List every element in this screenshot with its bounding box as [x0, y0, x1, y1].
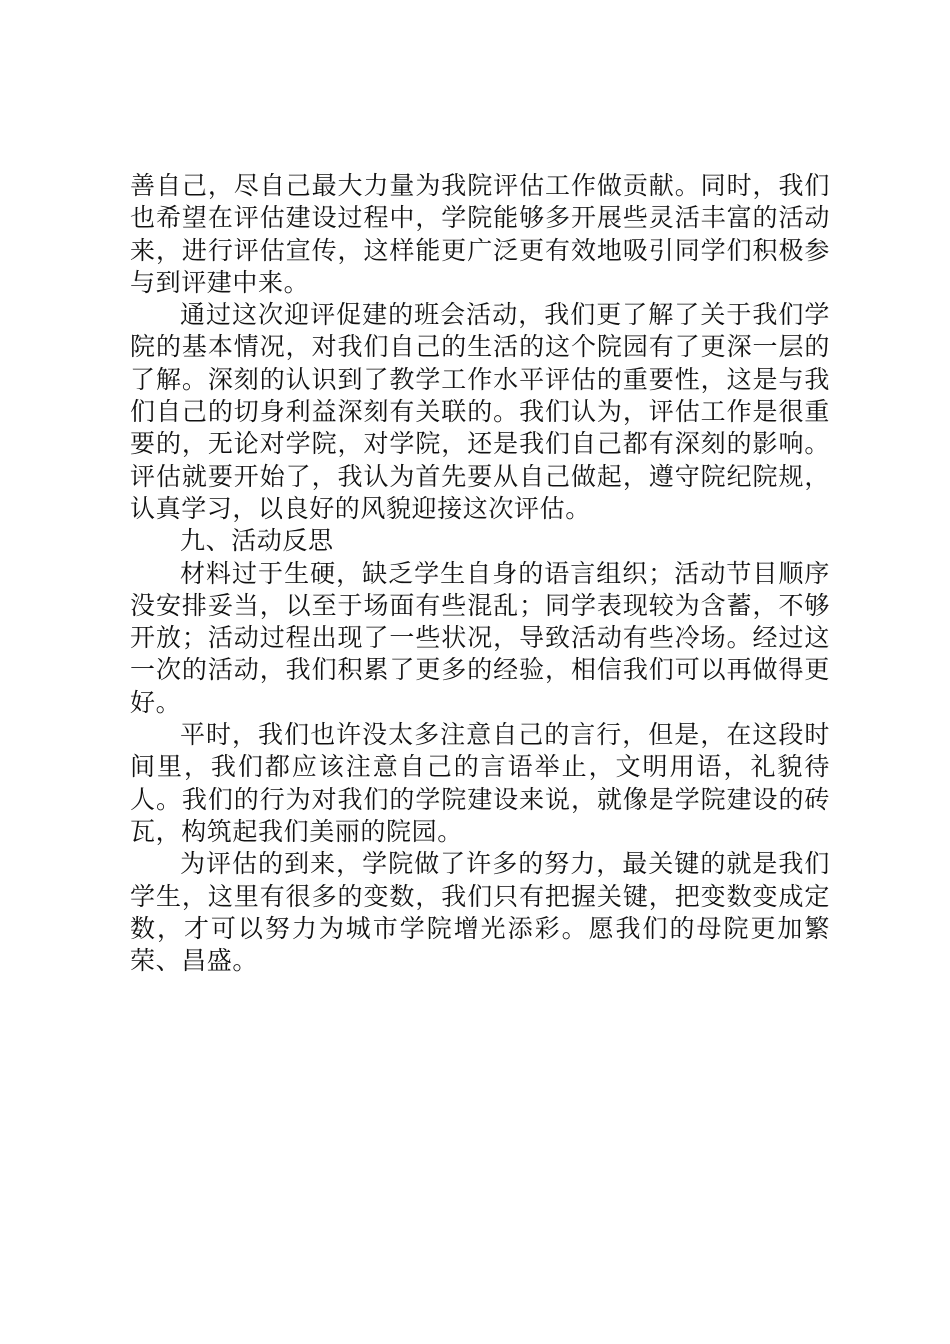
paragraph-conclusion: 为评估的到来，学院做了许多的努力，最关键的就是我们学生，这里有很多的变数，我们只有把握关键，把变数变成定数，才可以努力为城市学院增光添彩。愿我们的母院更加繁荣、昌盛。: [130, 849, 830, 976]
paragraph-conduct: 平时，我们也许没太多注意自己的言行，但是，在这段时间里，我们都应该注意自己的言语举止，文明用语，礼貌待人。我们的行为对我们的学院建设来说，就像是学院建设的砖瓦，构筑起我们美丽的院园。: [130, 720, 830, 846]
paragraph-reflection: 材料过于生硬，缺乏学生自身的语言组织；活动节目顺序没安排妥当，以至于场面有些混乱；同学表现较为含蓄，不够开放；活动过程出现了一些状况，导致活动有些冷场。经过这一次的活动，我们积累了更多的经验，相信我们可以再做得更好。: [130, 558, 830, 717]
paragraph-class-meeting-summary: 通过这次迎评促建的班会活动，我们更了解了关于我们学院的基本情况，对我们自己的生活的这个院园有了更深一层的了解。深刻的认识到了教学工作水平评估的重要性，这是与我们自己的切身利益深刻有关联的。我们认为，评估工作是很重要的，无论对学院，对学院，还是我们自己都有深刻的影响。评估就要开始了，我认为首先要从自己做起，遵守院纪院规，认真学习，以良好的风貌迎接这次评估。: [130, 300, 830, 523]
document-body: [130, 170, 830, 977]
paragraph-continuation: 善自己，尽自己最大力量为我院评估工作做贡献。同时，我们也希望在评估建设过程中，学院能够多开展些灵活丰富的活动来，进行评估宣传，这样能更广泛更有效地吸引同学们积极参与到评建中来。: [130, 171, 830, 297]
section-heading-activity-reflection: 九、活动反思: [180, 526, 334, 556]
